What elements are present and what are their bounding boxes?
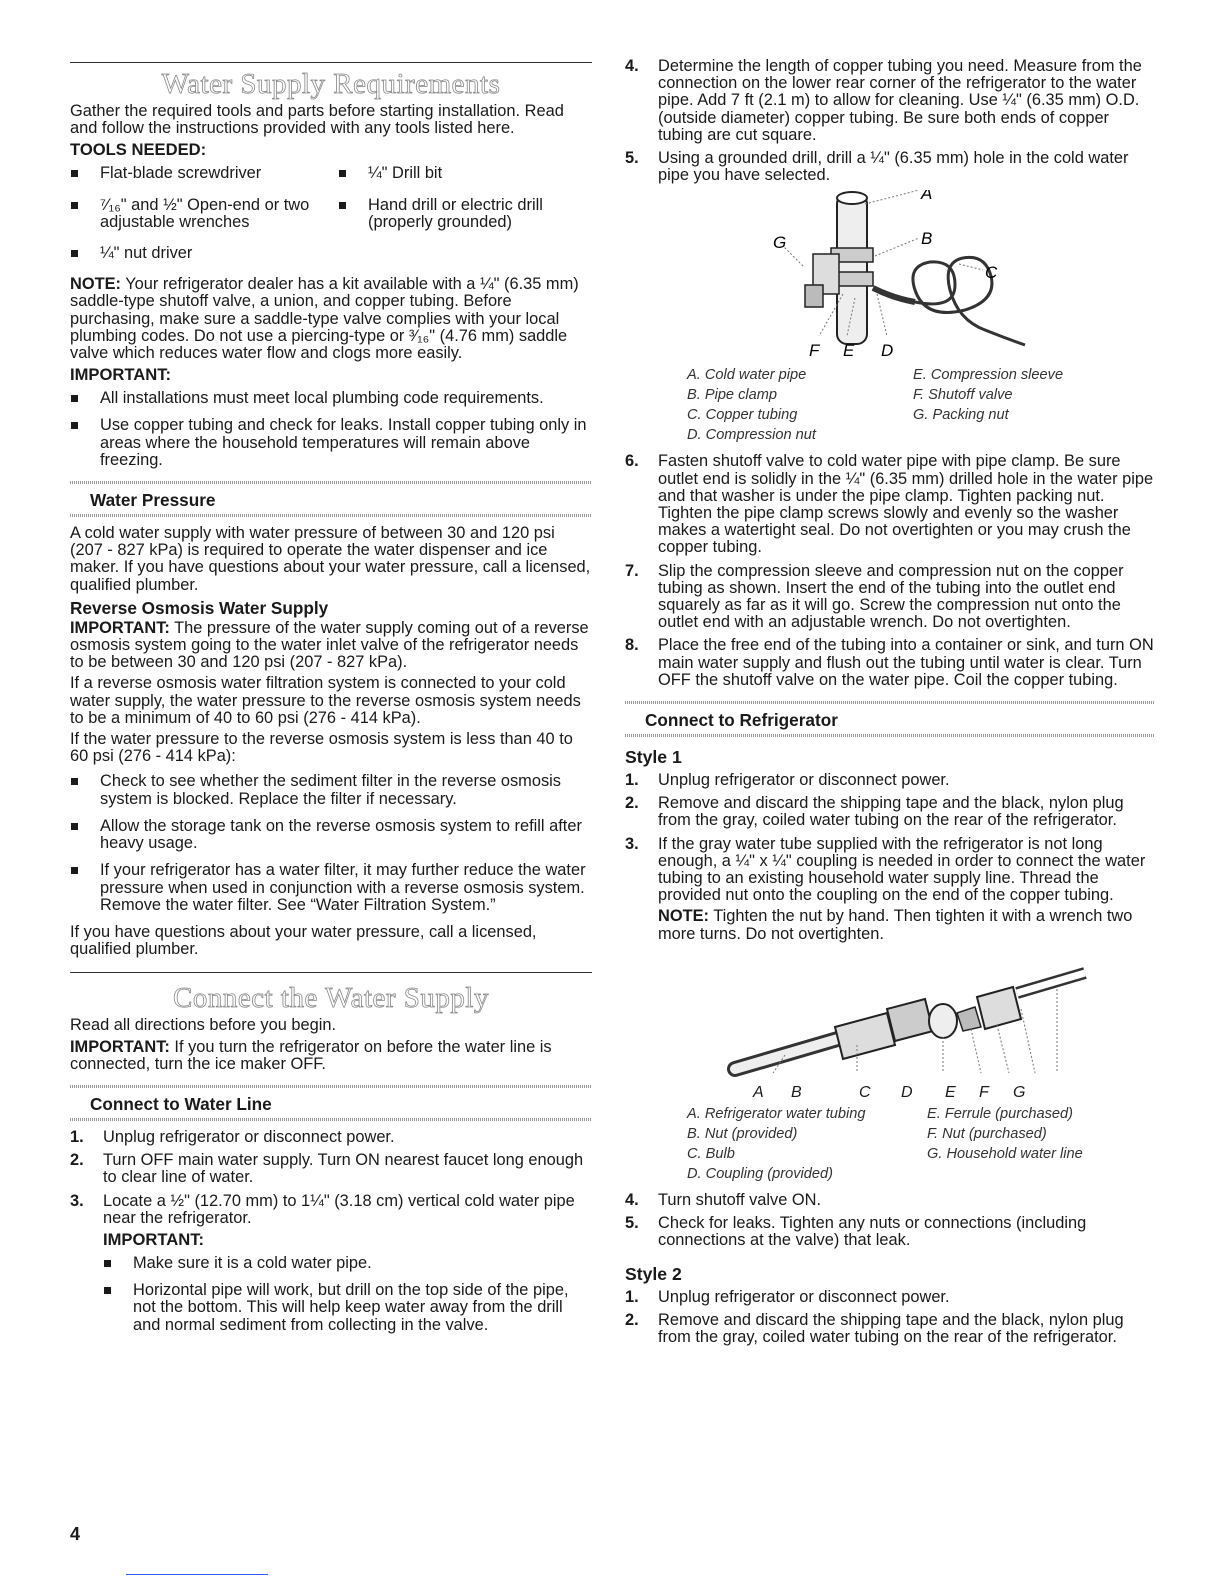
fig2-letter: A (753, 1083, 764, 1101)
important-label: IMPORTANT: (70, 365, 172, 385)
step-text: Turn shutoff valve ON. (658, 1190, 822, 1209)
fig2-captions (687, 1104, 1155, 1184)
caption: G. Household water line (927, 1145, 1083, 1162)
tools-label: TOOLS NEEDED: (70, 140, 207, 160)
step-item: 1. Unplug refrigerator or disconnect power. (70, 1127, 395, 1146)
step-item: 6. Fasten shutoff valve to cold water pipe with pipe clamp. Be sure outlet end is solidly in the ¼" (6.35 mm) drilled hole in the water pipe and that washer is under the pipe clamp. Tighten packing nut. Tighten the pipe clamp screws slowly and evenly so the washer makes a watertight seal. Do not overtighten or you may crush the copper tubing. (625, 452, 1154, 557)
fig1-letter: A (921, 190, 933, 204)
note-paragraph (70, 276, 592, 362)
tool-item: ¼" Drill bit (338, 165, 592, 182)
step-item: 1. Unplug refrigerator or disconnect power. (625, 1287, 950, 1306)
connect-important-text: If you turn the refrigerator on before the water line is connected, turn the ice maker OFF. (70, 1037, 552, 1073)
caption: B. Nut (provided) (687, 1125, 798, 1142)
footer-line (126, 1574, 268, 1575)
caption: B. Pipe clamp (687, 387, 778, 404)
connect-intro: Read all directions before you begin. (70, 1016, 337, 1035)
step-item: 1. Unplug refrigerator or disconnect power. (625, 771, 950, 790)
style1-heading: Style 1 (625, 747, 682, 768)
fig1-letter: F (809, 341, 820, 361)
step-text: Remove and discard the shipping tape and the black, nylon plug from the gray, coiled water tubing on the rear of the refrigerator. (658, 1310, 1124, 1346)
step-text: Turn OFF main water supply. Turn ON nearest faucet long enough to clear line of water. (103, 1151, 584, 1187)
caption: A. Cold water pipe (687, 367, 807, 384)
step-text: Unplug refrigerator or disconnect power. (658, 1287, 950, 1306)
step-item: 8. Place the free end of the tubing into a container or sink, and turn ON main water supply and flush out the tubing until water is clear. Turn OFF the shutoff valve on the water pipe. Coil the copper tubing. (625, 636, 1154, 689)
step-item: 3. If the gray water tube supplied with the refrigerator is not long enough, a ¼" x ¼" coupling is needed in order to connect the water tubing to an existing household water supply line. Thread the provided nut onto the coupling on the end of the copper tubing. NOTE: Tighten the nut by hand. Then tighten it with a wrench two more turns. Do not overtighten. (625, 836, 1155, 943)
bulb (929, 1004, 957, 1038)
step-text: Check for leaks. Tighten any nuts or connections (including connections at the valve) that leak. (658, 1214, 1087, 1250)
tool-item: ⁷⁄₁₆" and ½" Open-end or two adjustable wrenches (70, 197, 338, 231)
connect-fridge-bar (625, 701, 1155, 737)
ro-paragraph: If the water pressure to the reverse osmosis system is less than 40 to 60 psi (276 - 414 kPa): (70, 730, 573, 766)
step-text: If the gray water tube supplied with the refrigerator is not long enough, a ¼" x ¼" coupling is needed in order to connect the water tubing to an existing household water supply line. Thread the provided nut onto the coupling on the end of the copper tubing. (658, 834, 1146, 905)
section-rule (70, 62, 592, 63)
note-label: NOTE: (70, 275, 121, 294)
step-text: Remove and discard the shipping tape and the black, nylon plug from the gray, coiled water tubing on the rear of the refrigerator. (658, 794, 1124, 830)
connect-fridge-heading: Connect to Refrigerator (645, 710, 838, 731)
water-pressure-bar (70, 481, 592, 517)
step-item: 2. Remove and discard the shipping tape and the black, nylon plug from the gray, coiled water tubing on the rear of the refrigerator. (625, 1310, 1124, 1346)
step-item: 2. Remove and discard the shipping tape and the black, nylon plug from the gray, coiled water tubing on the rear of the refrigerator. (625, 794, 1124, 830)
section-rule (70, 972, 592, 973)
step3-important-label: IMPORTANT: (103, 1229, 205, 1249)
shutoff-valve-diagram (625, 190, 1155, 360)
step-item: 7. Slip the compression sleeve and compression nut on the copper tubing as shown. Insert the end of the tubing into the outlet end squarely as far as it will go. Screw the compression nut onto the outlet end with an adjustable wrench. Do not overtighten. (625, 561, 1124, 632)
style1-note (658, 908, 1155, 942)
fig1-letter: E (843, 341, 855, 361)
step-item: 4. Determine the length of copper tubing you need. Measure from the connection on the lower rear corner of the refrigerator to the water pipe. Add 7 ft (2.1 m) to allow for cleaning. Use ¼" (6.35 mm) O.D. (outside diameter) copper tubing. Be sure both ends of copper tubing are cut square. (625, 57, 1142, 144)
nut-purchased (977, 987, 1021, 1029)
right-column (625, 0, 1155, 1352)
fig2-letters (625, 1084, 1155, 1104)
ro-item: Check to see whether the sediment filter in the reverse osmosis system is blocked. Replace the filter if necessary. (70, 773, 592, 807)
left-column (70, 0, 592, 1344)
step-text: Locate a ½" (12.70 mm) to 1¼" (3.18 cm) vertical cold water pipe near the refrigerator. (103, 1191, 575, 1227)
connect-important (70, 1039, 592, 1073)
caption: E. Compression sleeve (913, 367, 1064, 384)
caption: F. Nut (purchased) (927, 1125, 1047, 1142)
connect-important-label: IMPORTANT: (70, 1037, 170, 1056)
step-item: 5. Check for leaks. Tighten any nuts or connections (including connections at the valve) that leak. (625, 1214, 1087, 1250)
step-item: 2. Turn OFF main water supply. Turn ON nearest faucet long enough to clear line of water. (70, 1151, 584, 1187)
ro-important (70, 620, 592, 672)
caption: C. Bulb (687, 1145, 735, 1162)
step-text: Place the free end of the tubing into a container or sink, and turn ON main water supply and flush out the tubing until water is clear. Turn OFF the shutoff valve on the water pipe. Coil the copper tubing. (658, 636, 1154, 689)
water-line-bar (70, 1085, 592, 1121)
caption: C. Copper tubing (687, 407, 798, 424)
caption: D. Coupling (provided) (687, 1165, 834, 1182)
important-item: All installations must meet local plumbing code requirements. (70, 390, 592, 407)
coupling-provided (887, 999, 933, 1041)
style2-heading: Style 2 (625, 1263, 682, 1284)
note-text: Tighten the nut by hand. Then tighten it with a wrench two more turns. Do not overtighten. (658, 907, 1133, 943)
step-item: 4. Turn shutoff valve ON. (625, 1190, 822, 1209)
fig1-letter: B (921, 229, 933, 249)
step-text: Fasten shutoff valve to cold water pipe with pipe clamp. Be sure outlet end is solidly in the ¼" (6.35 mm) drilled hole in the water pipe and that washer is under the pipe clamp. Tighten packing nut. Tighten the pipe clamp screws slowly and evenly so the washer makes a watertight seal. Do not overtighten or you may crush the copper tubing. (658, 452, 1154, 557)
ro-important-text: The pressure of the water supply coming out of a reverse osmosis system going to the water inlet valve of the refrigerator needs to be between 30 and 120 psi (207 - 827 kPa). (70, 618, 589, 672)
fig2-letter: C (859, 1083, 871, 1101)
fig2-letter: E (945, 1083, 956, 1101)
step-text: Unplug refrigerator or disconnect power. (658, 771, 950, 790)
intro-text: Gather the required tools and parts before starting installation. Read and follow the instructions provided with any tools listed here. (70, 102, 564, 138)
fig1-letter: C (985, 263, 998, 283)
coupling-diagram (625, 949, 1155, 1085)
step-text: Using a grounded drill, drill a ¼" (6.35 mm) hole in the cold water pipe you have selected. (658, 149, 1129, 185)
step-text: Determine the length of copper tubing you need. Measure from the connection on the lower rear corner of the refrigerator to the water pipe. Add 7 ft (2.1 m) to allow for cleaning. Use ¼" (6.35 mm) O.D. (outside diameter) copper tubing. Be sure both ends of copper tubing are cut square. (658, 57, 1142, 144)
page-number: 4 (70, 1524, 81, 1544)
step-text: Unplug refrigerator or disconnect power. (103, 1127, 395, 1146)
fig2-letter: G (1013, 1083, 1026, 1101)
fig1-letter: G (773, 233, 787, 253)
pressure-closing: If you have questions about your water pressure, call a licensed, qualified plumber. (70, 922, 537, 959)
fig2-letter: F (979, 1083, 989, 1101)
connect-water-title: Connect the Water Supply (173, 982, 489, 1015)
ro-heading: Reverse Osmosis Water Supply (70, 597, 329, 618)
caption: D. Compression nut (687, 427, 816, 444)
caption: F. Shutoff valve (913, 387, 1013, 404)
step-item: 5. Using a grounded drill, drill a ¼" (6.35 mm) hole in the cold water pipe you have selected. (625, 149, 1129, 185)
caption: G. Packing nut (913, 407, 1009, 424)
caption: A. Refrigerator water tubing (687, 1105, 866, 1122)
ro-important-label: IMPORTANT: (70, 618, 170, 637)
fig2-letter: B (791, 1083, 802, 1101)
fig1-captions (687, 365, 1155, 445)
tool-item: Hand drill or electric drill (properly grounded) (338, 197, 592, 231)
note-text: Your refrigerator dealer has a kit available with a ¼" (6.35 mm) saddle-type shutoff valve, a union, and copper tubing. Before purchasing, make sure a saddle-type valve complies with your local plumbing codes. Do not use a piercing-type or ³⁄₁₆" (4.76 mm) saddle valve which reduces water flow and clogs more easily. (70, 275, 579, 363)
note-label: NOTE: (658, 907, 709, 926)
water-supply-title: Water Supply Requirements (161, 68, 501, 100)
tool-item: ¼" nut driver (70, 245, 338, 262)
fig2-letter: D (901, 1083, 913, 1101)
ro-paragraph: If a reverse osmosis water filtration system is connected to your cold water supply, the water pressure to the reverse osmosis system needs to be a minimum of 40 to 60 psi (276 - 414 kPa). (70, 674, 581, 727)
step3-item: Horizontal pipe will work, but drill on the top side of the pipe, not the bottom. This will help keep water away from the drill and normal sediment from collecting in the valve. (103, 1282, 592, 1334)
important-item: Use copper tubing and check for leaks. Install copper tubing only in areas where the household temperatures will remain above freezing. (70, 417, 592, 469)
water-line-heading: Connect to Water Line (90, 1093, 272, 1114)
cold-water-pipe (837, 194, 867, 344)
nut-provided (835, 1013, 895, 1059)
tool-item: Flat-blade screwdriver (70, 165, 338, 182)
step3-item: Make sure it is a cold water pipe. (103, 1255, 592, 1272)
caption: E. Ferrule (purchased) (927, 1105, 1073, 1122)
ferrule (957, 1007, 981, 1031)
packing-nut (805, 285, 823, 307)
tools-list (70, 165, 592, 276)
ro-item: If your refrigerator has a water filter, it may further reduce the water pressure when used in conjunction with a reverse osmosis system. Remove the water filter. See “Water Filtration System.” (70, 862, 592, 914)
ro-item: Allow the storage tank on the reverse osmosis system to refill after heavy usage. (70, 818, 592, 852)
step-item: 3. Locate a ½" (12.70 mm) to 1¼" (3.18 cm) vertical cold water pipe near the refrigerator. IMPORTANT: Make sure it is a cold water pipe. Horizontal pipe will work, but drill on the top side of the pipe, not the bottom. This will help keep water away from the drill and normal sediment from collecting in the valve. (70, 1193, 592, 1334)
copper-tubing (873, 258, 1025, 346)
fig1-letter: D (881, 341, 894, 361)
step-text: Slip the compression sleeve and compression nut on the copper tubing as shown. Insert the end of the tubing into the outlet end squarely as far as it will go. Screw the compression nut onto the outlet end with an adjustable wrench. Do not overtighten. (658, 561, 1124, 632)
water-pressure-heading: Water Pressure (90, 490, 216, 511)
water-pressure-text: A cold water supply with water pressure of between 30 and 120 psi (207 - 827 kPa) is required to operate the water dispenser and ice maker. If you have questions about your water pressure, call a licensed, qualified plumber. (70, 524, 591, 594)
